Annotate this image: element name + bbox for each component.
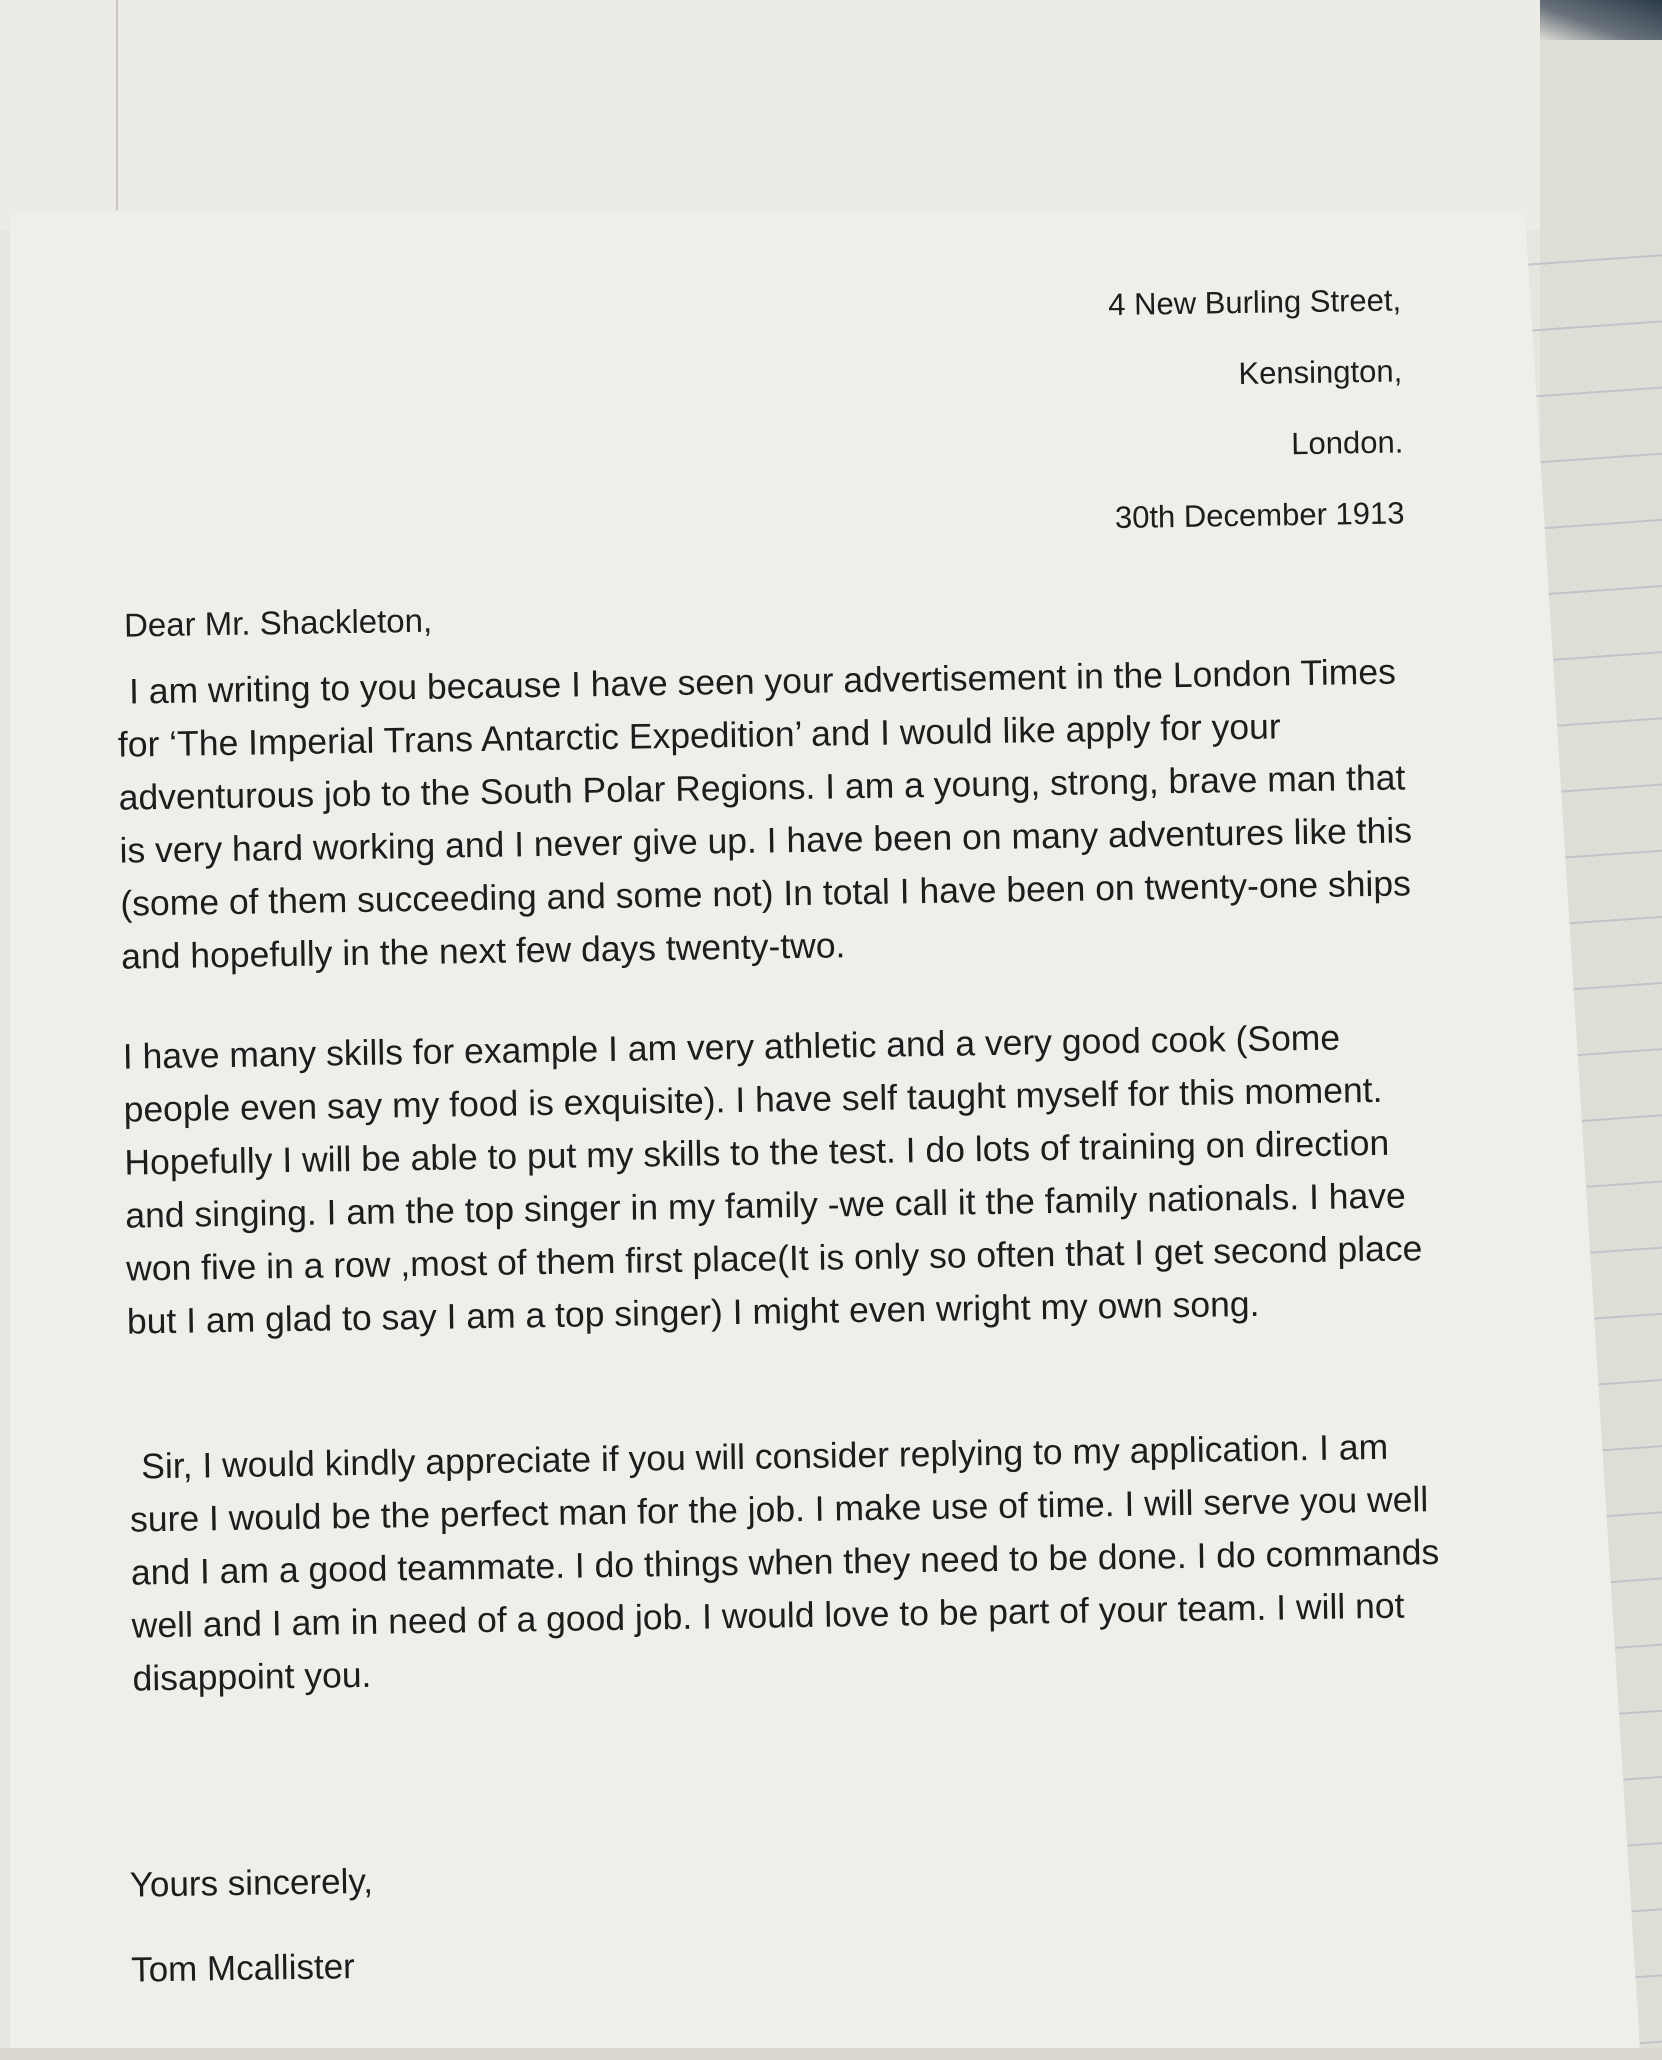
paragraph-1: I am writing to you because I have seen your advertisement in the London Times for ‘The Imperial Trans Antarctic Expedition’ and I would like apply for your adventurous job to the South Polar Regions. I am a young, strong, brave man that is very hard working and I never give up. I have been on many adventures like this (some of them succeeding and some not) In total I have been on twenty-one ships and hopefully in the next few days twenty-two. (117, 651, 1413, 977)
closing: Yours sincerely, (129, 1861, 374, 1905)
signature: Tom Mcallister (130, 1947, 356, 1990)
paragraph-2: I have many skills for example I am very athletic and a very good cook (Some people even say my food is exquisite). I have self taught myself for this moment. Hopefully I will be able to put my skills to the test. I do lots of training on direction and singing. I am the top singer in my family -we call it the family nationals. I have won five in a row ,most of them first place(It is only so often that I get second place but I am glad to say I am a top singer) I might even wright my own song. (122, 1017, 1423, 1342)
paragraph-3: Sir, I would kindly appreciate if you will consider replying to my application. I am sure I would be the perfect man for the job. I make use of time. I will serve you well and I am a good teammate. I do things when they need to be done. I do commands well and I am in need of a good job. I would love to be part of your team. I will not disappoint you. (129, 1426, 1440, 1699)
address-line-street: 4 New Burling Street, (1107, 282, 1402, 323)
address-line-district: Kensington, (1238, 353, 1403, 392)
letter-date: 30th December 1913 (1114, 495, 1405, 535)
address-line-city: London. (1290, 424, 1404, 462)
salutation: Dear Mr. Shackleton, (123, 601, 433, 644)
